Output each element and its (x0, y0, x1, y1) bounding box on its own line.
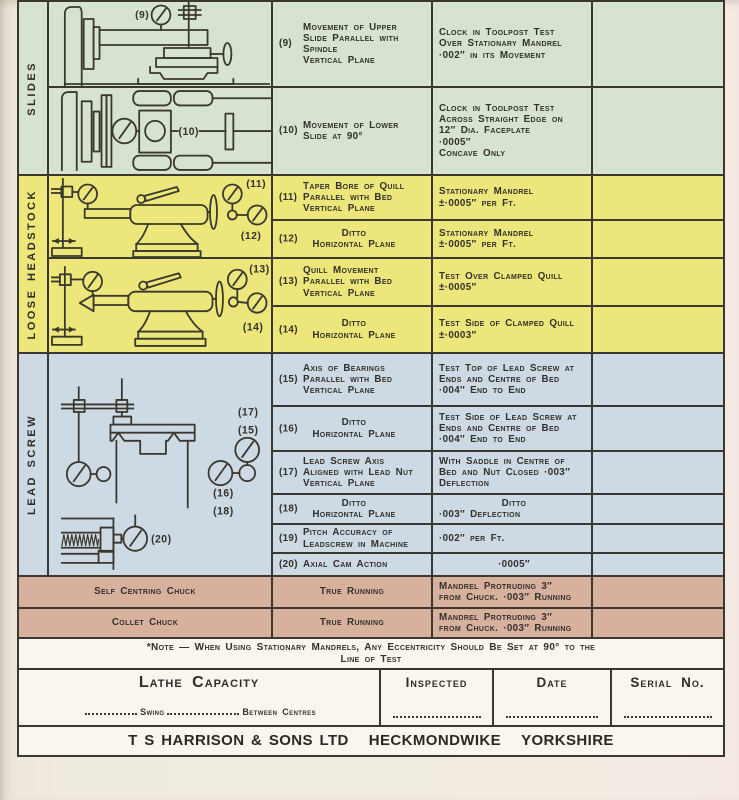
diagram-upper-slide-test (49, 2, 271, 88)
gauge-label-18: (18) (213, 505, 234, 518)
result-cell-empty (593, 176, 723, 219)
test-number: (15) (279, 373, 298, 385)
test-row-16 (273, 407, 723, 452)
test-description: Axis of Bearings Parallel with Bed Vertical Plane (303, 362, 393, 397)
desc-cell (273, 176, 433, 219)
dial-gauge-icon (209, 461, 233, 485)
test-number: (10) (279, 125, 298, 137)
chuck-spec-cell: Mandrel Protruding 3″ from Chuck. ·003″ Running (433, 577, 593, 607)
gauge-label-14: (14) (242, 321, 264, 334)
dial-gauge-icon (248, 206, 267, 225)
diagram-column-slides (49, 2, 273, 174)
section-lead-screw (19, 354, 723, 577)
company-row (19, 727, 723, 755)
test-description: Axial Cam Action (303, 558, 388, 570)
inspected-cell (381, 670, 494, 725)
rows-slides (273, 2, 723, 174)
inspected-label: Inspected (405, 675, 468, 690)
lower-slide-diagram (49, 88, 271, 172)
desc-cell (273, 452, 433, 493)
test-row-18 (273, 495, 723, 525)
tailstock-centre-diagram (49, 259, 271, 350)
tolerance-cell: Clock in Toolpost Test Over Stationary Mandrel ·002″ in its Movement (433, 2, 593, 86)
dial-gauge-icon (228, 270, 247, 289)
collet-chuck-row (19, 609, 723, 639)
result-cell-empty (593, 495, 723, 523)
test-description: Movement of Upper Slide Parallel with Spindle Vertical Plane (303, 21, 399, 67)
chuck-test-cell: True Running (273, 577, 433, 607)
dial-gauge-icon (112, 119, 136, 144)
lead-screw-diagram (49, 354, 271, 575)
test-row-12 (273, 221, 723, 259)
test-description: Ditto Horizontal Plane (312, 227, 396, 250)
gauge-label-9: (9) (135, 9, 150, 22)
result-cell-empty (593, 525, 723, 552)
note-text-line1: *Note — When Using Stationary Mandrels, Any Eccentricity Should Be Set at 90° to the (146, 642, 596, 654)
tolerance-cell: Ditto ·003″ Deflection (433, 495, 593, 523)
dotted-leader (624, 709, 712, 718)
tolerance-cell: Clock in Toolpost Test Across Straight Edge on 12″ Dia. Faceplate ·0005″ Concave Only (433, 88, 593, 174)
diagram-lower-slide-test (49, 88, 271, 172)
diagram-column-loose-headstock (49, 176, 273, 352)
dotted-leader (167, 706, 239, 715)
dial-gauge-icon (123, 527, 147, 551)
test-row-13 (273, 259, 723, 307)
dotted-leader (85, 706, 137, 715)
desc-cell (273, 554, 433, 575)
result-cell-empty (593, 609, 723, 637)
diagram-lead-screw-tests (49, 354, 271, 575)
test-description: Ditto Horizontal Plane (312, 497, 396, 520)
tolerance-cell: Stationary Mandrel ±·0005″ per Ft. (433, 221, 593, 257)
upper-slide-diagram (49, 2, 271, 86)
lathe-capacity-label: Lathe Capacity (138, 674, 260, 691)
gauge-label-11: (11) (246, 178, 267, 191)
dotted-leader (506, 709, 598, 718)
result-cell-empty (593, 259, 723, 305)
test-description: Ditto Horizontal Plane (312, 417, 396, 440)
tolerance-cell: ·002″ per Ft. (433, 525, 593, 552)
test-row-19 (273, 525, 723, 554)
result-cell-empty (593, 452, 723, 493)
gauge-label-13: (13) (249, 263, 270, 276)
section-slides (19, 2, 723, 176)
test-number: (16) (279, 422, 298, 434)
company-county: YORKSHIRE (521, 732, 614, 750)
gauge-label-15: (15) (237, 424, 259, 437)
diagram-column-lead-screw (49, 354, 273, 575)
test-description: Movement of Lower Slide at 90° (303, 119, 399, 142)
self-centring-chuck-row (19, 577, 723, 609)
swing-label: Swing (140, 706, 165, 717)
lathe-capacity-cell (19, 670, 381, 725)
test-row-20 (273, 554, 723, 575)
section-label-text: SLIDES (26, 60, 39, 116)
test-number: (18) (279, 503, 298, 515)
result-cell-empty (593, 2, 723, 86)
test-description: Pitch Accuracy of Leadscrew in Machine (303, 527, 409, 550)
company-name: T S HARRISON & SONS LTD (128, 732, 349, 750)
test-description: Quill Movement Parallel with Bed Vertical Plane (303, 265, 393, 299)
test-number: (13) (279, 276, 298, 288)
test-description: Ditto Horizontal Plane (312, 318, 396, 341)
section-label-text: LEAD SCREW (26, 414, 39, 515)
result-cell-empty (593, 577, 723, 607)
tolerance-cell: Test Over Clamped Quill ±·0005″ (433, 259, 593, 305)
result-cell-empty (593, 554, 723, 575)
section-loose-headstock (19, 176, 723, 354)
footer-header-row (19, 670, 723, 727)
gauge-label-17: (17) (237, 406, 259, 419)
result-cell-empty (593, 307, 723, 352)
rows-lead-screw (273, 354, 723, 575)
desc-cell (273, 88, 433, 174)
dial-gauge-icon (223, 185, 242, 204)
note-text-line2: Line of Test (340, 653, 402, 665)
serial-no-label: Serial No. (630, 675, 705, 690)
tolerance-cell: ·0005″ (433, 554, 593, 575)
test-number: (11) (279, 191, 298, 203)
lathe-test-chart-table (17, 0, 725, 757)
test-number: (20) (279, 558, 298, 570)
desc-cell (273, 495, 433, 523)
diagram-quill-taper-test (49, 176, 271, 259)
test-number: (19) (279, 532, 298, 544)
result-cell-empty (593, 407, 723, 450)
section-label-lead-screw (19, 354, 49, 575)
test-row-11 (273, 176, 723, 221)
test-row-15 (273, 354, 723, 407)
tolerance-cell: Test Side of Clamped Quill ±·0003″ (433, 307, 593, 352)
dial-gauge-icon (83, 272, 102, 291)
note-row (19, 639, 723, 670)
date-label: Date (536, 675, 568, 690)
desc-cell (273, 221, 433, 257)
test-description: Taper Bore of Quill Parallel with Bed Vertical Plane (303, 180, 405, 215)
company-town: HECKMONDWIKE (368, 732, 502, 750)
test-number: (9) (279, 38, 293, 50)
dial-gauge-icon (235, 438, 259, 462)
tolerance-cell: Test Side of Lead Screw at Ends and Centre of Bed ·004″ End to End (433, 407, 593, 450)
gauge-label-10: (10) (178, 125, 199, 139)
section-label-text: LOOSE HEADSTOCK (26, 188, 39, 340)
test-row-14 (273, 307, 723, 352)
dial-gauge-icon (248, 293, 267, 312)
dial-gauge-icon (67, 462, 91, 486)
gauge-label-16: (16) (213, 487, 234, 500)
test-number: (17) (279, 466, 298, 478)
tolerance-cell: With Saddle in Centre of Bed and Nut Closed ·003″ Deflection (433, 452, 593, 493)
tolerance-cell: Stationary Mandrel ±·0005″ per Ft. (433, 176, 593, 219)
desc-cell (273, 354, 433, 405)
result-cell-empty (593, 88, 723, 174)
gauge-label-12: (12) (240, 230, 262, 243)
result-cell-empty (593, 221, 723, 257)
desc-cell (273, 525, 433, 552)
desc-cell (273, 259, 433, 305)
chuck-name-cell: Self Centring Chuck (19, 577, 273, 607)
serial-no-cell (612, 670, 723, 725)
test-row-9 (273, 2, 723, 88)
dial-gauge-icon (152, 6, 171, 25)
dial-gauge-icon (78, 185, 97, 204)
section-label-slides (19, 2, 49, 174)
test-description: Lead Screw Axis Aligned with Lead Nut Vertical Plane (303, 455, 414, 490)
between-centres-label: Between Centres (242, 706, 316, 717)
diagram-quill-movement-test (49, 259, 271, 350)
test-number: (12) (279, 233, 298, 245)
desc-cell (273, 407, 433, 450)
result-cell-empty (593, 354, 723, 405)
gauge-label-20: (20) (151, 533, 172, 546)
tolerance-cell: Test Top of Lead Screw at Ends and Centre of Bed ·004″ End to End (433, 354, 593, 405)
section-label-loose-headstock (19, 176, 49, 352)
desc-cell (273, 307, 433, 352)
rows-loose-headstock (273, 176, 723, 352)
date-cell (494, 670, 612, 725)
tailstock-quill-diagram (49, 176, 271, 257)
desc-cell (273, 2, 433, 86)
test-number: (14) (279, 323, 298, 335)
swing-between-centres-line (19, 706, 379, 718)
chuck-name-cell: Collet Chuck (19, 609, 273, 637)
test-row-17 (273, 452, 723, 495)
chuck-spec-cell: Mandrel Protruding 3″ from Chuck. ·003″ Running (433, 609, 593, 637)
test-row-10 (273, 88, 723, 174)
chuck-test-cell: True Running (273, 609, 433, 637)
dotted-leader (393, 709, 481, 718)
